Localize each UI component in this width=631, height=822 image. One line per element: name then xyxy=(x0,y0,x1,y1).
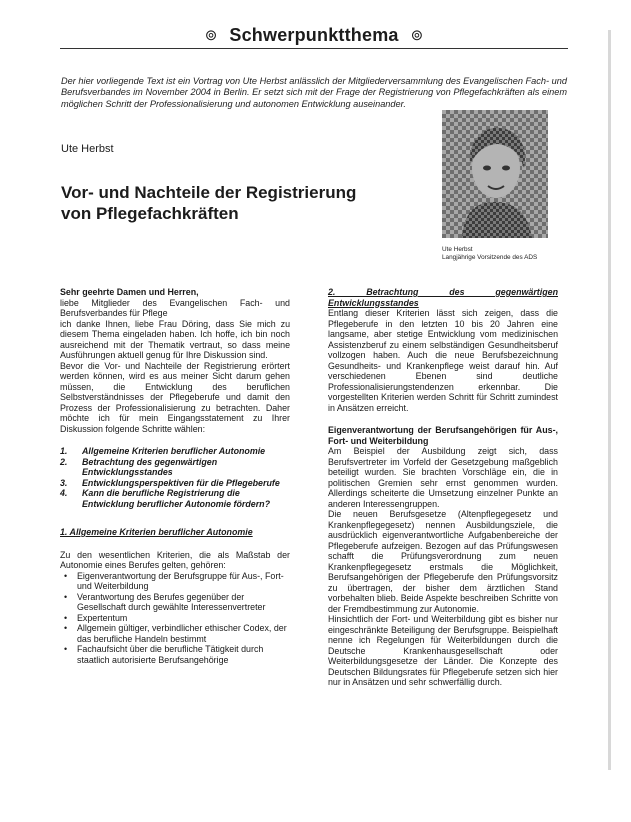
author-name: Ute Herbst xyxy=(61,143,114,155)
criteria-list xyxy=(60,571,290,666)
bullet-icon: • xyxy=(64,591,68,602)
paragraph: Die neuen Berufsgesetze (Altenpflegegesetz und Krankenpflegegesetz) nennen Ausbildungsziele, die ausdrücklich eigenverantwortliche Aufgabenbereiche der Pflegeberufe aufzeigen. Bezogen auf das Prüfungswesen schafft die Prüfungsverordnung zum neuen Krankenpflegegesetz erstmals die Möglichkeit, Berufsangehörigen der Pflegeberufe den Prüfungsvorsitz zu übertragen, der bisher dem ärztlichen Stand vorbehalten blieb. Beide Aspekte beschreiben Schritte von der Fremdbestimmung zur Autonomie. xyxy=(328,509,558,614)
paragraph: Entlang dieser Kriterien lässt sich zeigen, dass die Pflegeberufe in den letzten 10 bis 20 Jahren eine langsame, aber stetige Entwicklung vom medizinischen Assistenzberuf zu einem selbständigen Gesundheitsberuf vollzogen haben. Auch die neue Berufsbezeichnung Gesundheits- und Krankenpflege weist darauf hin. Auf verschiedenen Ebenen sind deutliche Professionalisierungstendenzen erkennbar. Die vorgestellten Kriterien werden Schritt für Schritt zumindest in Ansätzen erreicht. xyxy=(328,308,558,413)
agenda-item: 4. Kann die berufliche Registrierung die Entwicklung beruflicher Autonomie fördern? xyxy=(60,488,271,509)
section-title: Schwerpunktthema xyxy=(229,25,399,45)
left-column xyxy=(60,287,290,665)
bullet-icon: • xyxy=(64,612,68,623)
salutation: Sehr geehrte Damen und Herren, xyxy=(60,287,199,297)
agenda-item: 1. Allgemeine Kriterien beruflicher Autonomie xyxy=(60,446,266,456)
article-title-line-2: von Pflegefachkräften xyxy=(61,204,239,223)
portrait-photo xyxy=(442,110,548,238)
photo-caption-role: Langjährige Vorsitzende des ADS xyxy=(442,254,538,262)
section-heading-1: 1. Allgemeine Kriterien beruflicher Autonomie xyxy=(60,527,253,537)
swirl-icon-right: ⊚ xyxy=(410,27,424,44)
criteria-item: • Eigenverantwortung der Berufsgruppe für Aus-, Fort- und Weiterbildung xyxy=(64,570,284,591)
header-rule xyxy=(60,48,568,49)
criteria-item: • Expertentum xyxy=(64,612,128,623)
bullet-icon: • xyxy=(64,623,68,633)
section-header xyxy=(60,26,568,50)
agenda-item: 3. Entwicklungsperspektiven für die Pflegeberufe xyxy=(60,477,280,488)
intro-paragraph: Der hier vorliegende Text ist ein Vortrag von Ute Herbst anlässlich der Mitgliederversammlung des Evangelischen Fach- und Berufsverbandes im November 2004 in Berlin. Er setzt sich mit der Frage der Registrierung von Pflegefachkräften als einem möglichen Schritt der Professionalisierung und autonomen Entwicklung auseinander. xyxy=(61,76,567,109)
photo-caption xyxy=(442,246,537,262)
criteria-item: • Verantwortung des Berufes gegenüber der Gesellschaft durch gewählte Interessenvertreter xyxy=(64,591,266,612)
bullet-icon: • xyxy=(64,644,68,654)
paragraph: Zu den wesentlichen Kriterien, die als Maßstab der Autonomie eines Berufes gelten, gehören: xyxy=(60,549,290,570)
criteria-item: • Allgemein gültiger, verbindlicher ethischer Codex, der das berufliche Handeln bestimmt xyxy=(64,623,287,644)
bullet-icon: • xyxy=(64,570,68,581)
agenda-item: 2. Betrachtung des gegenwärtigen Entwicklungsstandes xyxy=(60,456,218,477)
page-edge-shadow xyxy=(608,30,611,770)
criteria-item: • Fachaufsicht über die berufliche Tätigkeit durch staatlich autorisierte Berufsangehörige xyxy=(64,644,264,665)
paragraph: Bevor die Vor- und Nachteile der Registrierung erörtert werden können, wird es aus meiner Sicht darum gehen müssen, die Entwicklung des beruflichen Selbstverständnisses der Pflegeberufe und damit den Prozess der Professionalisierung zu betrachten. Daher möchte ich für mein Eingangsstatement zu Ihrer Diskussion folgende Schritte wählen: xyxy=(60,360,290,434)
sub-heading: Eigenverantwortung der Berufsangehörigen für Aus-, Fort- und Weiterbildung xyxy=(328,425,558,446)
section-heading-2: 2. Betrachtung des gegenwärtigen Entwicklungsstandes xyxy=(328,287,558,308)
paragraph: ich danke Ihnen, liebe Frau Döring, dass Sie mich zu diesem Thema eingeladen haben. Ich hoffe, ich bin noch ausreichend mit der Thematik vertraut, so dass meine Ausführungen aktuell genug für Ihre Diskussion sind. xyxy=(60,318,290,360)
paragraph: Hinsichtlich der Fort- und Weiterbildung gibt es bisher nur eingeschränkte Beteiligung der Berufsgruppe. Beispielhaft nenne ich Regelungen für Weiterbildungen durch die Deutsche Krankenhausgesellschaft oder Weiterbildungsgesetze der Länder. Die Konzepte des Deutschen Bildungsrates für Pflegeberufe setzen sich hier nur in Ansätzen und sehr schwerfällig durch. xyxy=(328,614,558,687)
paragraph: Am Beispiel der Ausbildung zeigt sich, dass Berufsvertreter im Vorfeld der Gesetzgebung maßgeblich beteiligt wurden. Sie brachten Vorschläge ein, die in politischen Gremien sehr ernst genommen wurden. Allerdings scheiterte die Umsetzung einzelner Punkte an anderen Interessengruppen. xyxy=(328,446,558,509)
portrait-photo-icon xyxy=(442,110,548,238)
swirl-icon-left: ⊚ xyxy=(204,27,218,44)
article-title-line-1: Vor- und Nachteile der Registrierung xyxy=(61,183,357,202)
paragraph: liebe Mitglieder des Evangelischen Fach- und Berufsverbandes für Pflege xyxy=(60,297,290,318)
article-title xyxy=(61,182,421,224)
photo-caption-name: Ute Herbst xyxy=(442,246,473,253)
right-column xyxy=(328,287,558,688)
agenda-list xyxy=(60,446,290,509)
